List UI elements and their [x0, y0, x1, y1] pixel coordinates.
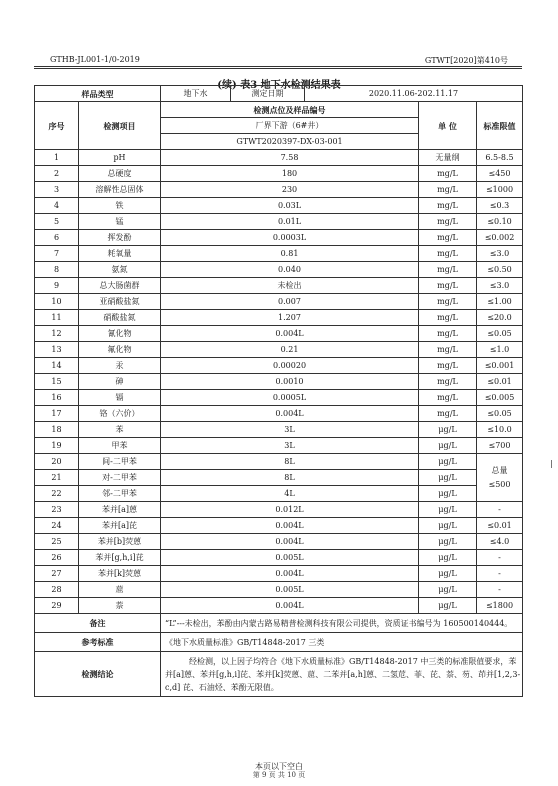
test-date-value: 2020.11.06-202.11.17 [305, 86, 523, 102]
row-value: 0.040 [161, 262, 419, 278]
row-item: 氰化物 [79, 326, 161, 342]
row-limit: ≤4.0 [477, 534, 523, 550]
row-limit: ≤1.00 [477, 294, 523, 310]
table-row [35, 550, 523, 566]
report-number: GTWT[2020]第410号 [424, 56, 508, 65]
row-unit: mg/L [419, 358, 477, 374]
row-limit: ≤700 [477, 438, 523, 454]
table-row [35, 598, 523, 614]
row-value: 0.00020 [161, 358, 419, 374]
sample-type-label: 样品类型 [35, 86, 161, 102]
row-limit: ≤0.01 [477, 518, 523, 534]
col-header-location: 厂界下游（6#井） [161, 118, 419, 134]
row-value: 0.004L [161, 598, 419, 614]
row-unit: μg/L [419, 550, 477, 566]
table-row [35, 438, 523, 454]
row-value: 0.004L [161, 518, 419, 534]
row-item: 硝酸盐氮 [79, 310, 161, 326]
row-limit: ≤0.05 [477, 406, 523, 422]
row-limit: ≤20.0 [477, 310, 523, 326]
row-no: 26 [35, 550, 79, 566]
row-item: 对-二甲苯 [79, 470, 161, 486]
row-value: 0.21 [161, 342, 419, 358]
table-row [35, 182, 523, 198]
row-item: 苯并[a]蒽 [79, 502, 161, 518]
reference-label: 参考标准 [35, 633, 161, 652]
xylene-limit-value: ≤500 [488, 479, 511, 489]
table-row [35, 502, 523, 518]
table-row [35, 390, 523, 406]
row-value: 180 [161, 166, 419, 182]
row-value: 0.81 [161, 246, 419, 262]
row-limit: ≤1000 [477, 182, 523, 198]
table-row [35, 214, 523, 230]
table-row [35, 470, 523, 486]
row-limit: ≤3.0 [477, 246, 523, 262]
row-unit: mg/L [419, 214, 477, 230]
table-row [35, 422, 523, 438]
row-unit: mg/L [419, 326, 477, 342]
row-no: 8 [35, 262, 79, 278]
table-row [35, 166, 523, 182]
row-unit: 无量纲 [419, 150, 477, 166]
row-value: 0.005L [161, 550, 419, 566]
row-value: 7.58 [161, 150, 419, 166]
row-unit: μg/L [419, 502, 477, 518]
row-value: 0.004L [161, 406, 419, 422]
conclusion-text: 经检测，以上因子均符合《地下水质量标准》GB/T14848-2017 中三类的标准限值要求，苯并[a]蒽、苯并[g,h,i]芘、苯并[k]荧蒽、䓛、二苯并[a,h]蒽、二氢苊、菲、芘、萘、芴、茚并[1,2,3-c,d] 芘、石油烃、苯酚无限值。 [161, 652, 523, 697]
row-limit: ≤0.50 [477, 262, 523, 278]
row-no: 6 [35, 230, 79, 246]
row-unit: mg/L [419, 278, 477, 294]
col-header-sample-id: GTWT2020397-DX-03-001 [161, 134, 419, 150]
conclusion-label: 检测结论 [35, 652, 161, 697]
table-row [35, 374, 523, 390]
col-header-no: 序号 [35, 102, 79, 150]
row-value: 0.03L [161, 198, 419, 214]
row-unit: μg/L [419, 598, 477, 614]
row-no: 9 [35, 278, 79, 294]
results-table [34, 85, 523, 697]
reference-text: 《地下水质量标准》GB/T14848-2017 三类 [161, 633, 523, 652]
row-unit: mg/L [419, 246, 477, 262]
row-no: 7 [35, 246, 79, 262]
row-no: 5 [35, 214, 79, 230]
row-no: 10 [35, 294, 79, 310]
table-row [35, 246, 523, 262]
table-row [35, 342, 523, 358]
row-limit: - [477, 566, 523, 582]
row-no: 22 [35, 486, 79, 502]
row-limit: ≤0.005 [477, 390, 523, 406]
row-no: 25 [35, 534, 79, 550]
row-no: 3 [35, 182, 79, 198]
row-unit: mg/L [419, 230, 477, 246]
row-unit: mg/L [419, 342, 477, 358]
row-no: 2 [35, 166, 79, 182]
table-row [35, 566, 523, 582]
row-limit: ≤3.0 [477, 278, 523, 294]
row-unit: μg/L [419, 438, 477, 454]
col-header-unit: 单 位 [419, 102, 477, 150]
row-no: 4 [35, 198, 79, 214]
row-no: 18 [35, 422, 79, 438]
table-row [35, 534, 523, 550]
row-no: 12 [35, 326, 79, 342]
test-date-label: 测定日期 [231, 86, 305, 102]
row-unit: mg/L [419, 374, 477, 390]
row-unit: μg/L [419, 454, 477, 470]
row-value: 0.007 [161, 294, 419, 310]
row-item: 苯并[k]荧蒽 [79, 566, 161, 582]
row-no: 27 [35, 566, 79, 582]
row-limit: ≤0.01 [477, 374, 523, 390]
row-item: 溶解性总固体 [79, 182, 161, 198]
row-value: 未检出 [161, 278, 419, 294]
row-unit: mg/L [419, 198, 477, 214]
row-item: 总大肠菌群 [79, 278, 161, 294]
row-item: 苯并[a]芘 [79, 518, 161, 534]
row-item: 邻-二甲苯 [79, 486, 161, 502]
table-row [35, 262, 523, 278]
row-value: 8L [161, 454, 419, 470]
row-item: 氨氮 [79, 262, 161, 278]
table-row [35, 278, 523, 294]
row-unit: mg/L [419, 262, 477, 278]
row-unit: μg/L [419, 534, 477, 550]
row-no: 13 [35, 342, 79, 358]
row-limit: - [477, 502, 523, 518]
edge-mark [551, 460, 552, 468]
row-value: 0.004L [161, 566, 419, 582]
xylene-limit-label: 总量 [491, 465, 508, 475]
row-no: 1 [35, 150, 79, 166]
row-value: 8L [161, 470, 419, 486]
row-item: 间-二甲苯 [79, 454, 161, 470]
row-limit: - [477, 550, 523, 566]
row-item: 镉 [79, 390, 161, 406]
row-item: 总硬度 [79, 166, 161, 182]
row-item: 砷 [79, 374, 161, 390]
row-value: 0.004L [161, 326, 419, 342]
row-value: 0.0010 [161, 374, 419, 390]
remarks-label: 备注 [35, 614, 161, 633]
row-value: 1.207 [161, 310, 419, 326]
table-row [35, 486, 523, 502]
col-header-point: 检测点位及样品编号 [161, 102, 419, 118]
col-header-item: 检测项目 [79, 102, 161, 150]
sample-type-value: 地下水 [161, 86, 231, 102]
table-row [35, 230, 523, 246]
table-row [35, 358, 523, 374]
row-item: 苯并[g,h,i]芘 [79, 550, 161, 566]
row-no: 23 [35, 502, 79, 518]
row-unit: μg/L [419, 470, 477, 486]
row-limit: ≤0.3 [477, 198, 523, 214]
table-title: (续) 表3 地下水检测结果表 [217, 80, 341, 91]
row-unit: mg/L [419, 310, 477, 326]
row-value: 0.0003L [161, 230, 419, 246]
row-limit: ≤10.0 [477, 422, 523, 438]
remarks-text: “L”---未检出，苯酚由内蒙古路易精普检测科技有限公司提供，资质证书编号为 160500140444。 [161, 614, 523, 633]
row-unit: μg/L [419, 518, 477, 534]
table-row [35, 150, 523, 166]
header-rule-thin [34, 68, 522, 69]
table-row [35, 326, 523, 342]
row-limit: 6.5-8.5 [477, 150, 523, 166]
row-no: 19 [35, 438, 79, 454]
row-item: pH [79, 150, 161, 166]
row-unit: μg/L [419, 486, 477, 502]
header-rule [34, 66, 522, 67]
row-no: 28 [35, 582, 79, 598]
row-limit: ≤1800 [477, 598, 523, 614]
row-item: 挥发酚 [79, 230, 161, 246]
row-no: 15 [35, 374, 79, 390]
row-no: 20 [35, 454, 79, 470]
row-limit: ≤0.002 [477, 230, 523, 246]
row-unit: mg/L [419, 166, 477, 182]
row-value: 0.01L [161, 214, 419, 230]
page-number: 第 9 页 共 10 页 [252, 771, 306, 779]
xylene-total-limit [477, 454, 523, 502]
row-item: 亚硝酸盐氮 [79, 294, 161, 310]
row-value: 0.012L [161, 502, 419, 518]
row-value: 3L [161, 438, 419, 454]
row-unit: mg/L [419, 182, 477, 198]
row-limit: - [477, 582, 523, 598]
row-no: 17 [35, 406, 79, 422]
row-no: 29 [35, 598, 79, 614]
table-row [35, 294, 523, 310]
table-row [35, 406, 523, 422]
row-unit: μg/L [419, 422, 477, 438]
row-value: 4L [161, 486, 419, 502]
row-limit: ≤0.10 [477, 214, 523, 230]
row-item: 耗氧量 [79, 246, 161, 262]
row-item: 锰 [79, 214, 161, 230]
row-limit: ≤0.001 [477, 358, 523, 374]
row-no: 16 [35, 390, 79, 406]
row-unit: mg/L [419, 406, 477, 422]
row-item: 汞 [79, 358, 161, 374]
row-unit: μg/L [419, 582, 477, 598]
row-value: 230 [161, 182, 419, 198]
row-item: 铁 [79, 198, 161, 214]
row-value: 0.004L [161, 534, 419, 550]
row-item: 䓛 [79, 582, 161, 598]
row-value: 0.0005L [161, 390, 419, 406]
row-no: 21 [35, 470, 79, 486]
row-value: 0.005L [161, 582, 419, 598]
table-row [35, 518, 523, 534]
row-limit: ≤0.05 [477, 326, 523, 342]
row-no: 24 [35, 518, 79, 534]
table-row [35, 198, 523, 214]
row-item: 萘 [79, 598, 161, 614]
document-code: GTHB-JL001-1/0-2019 [50, 55, 140, 64]
row-item: 苯 [79, 422, 161, 438]
col-header-limit: 标准限值 [477, 102, 523, 150]
table-row [35, 454, 523, 470]
row-value: 3L [161, 422, 419, 438]
row-limit: ≤450 [477, 166, 523, 182]
row-item: 甲苯 [79, 438, 161, 454]
row-unit: mg/L [419, 294, 477, 310]
row-item: 氟化物 [79, 342, 161, 358]
row-no: 11 [35, 310, 79, 326]
row-unit: mg/L [419, 390, 477, 406]
row-unit: μg/L [419, 566, 477, 582]
table-row [35, 310, 523, 326]
end-of-page-note: 本页以下空白 [255, 762, 303, 771]
row-no: 14 [35, 358, 79, 374]
row-item: 苯并[b]荧蒽 [79, 534, 161, 550]
row-limit: ≤1.0 [477, 342, 523, 358]
row-item: 铬（六价） [79, 406, 161, 422]
table-row [35, 582, 523, 598]
